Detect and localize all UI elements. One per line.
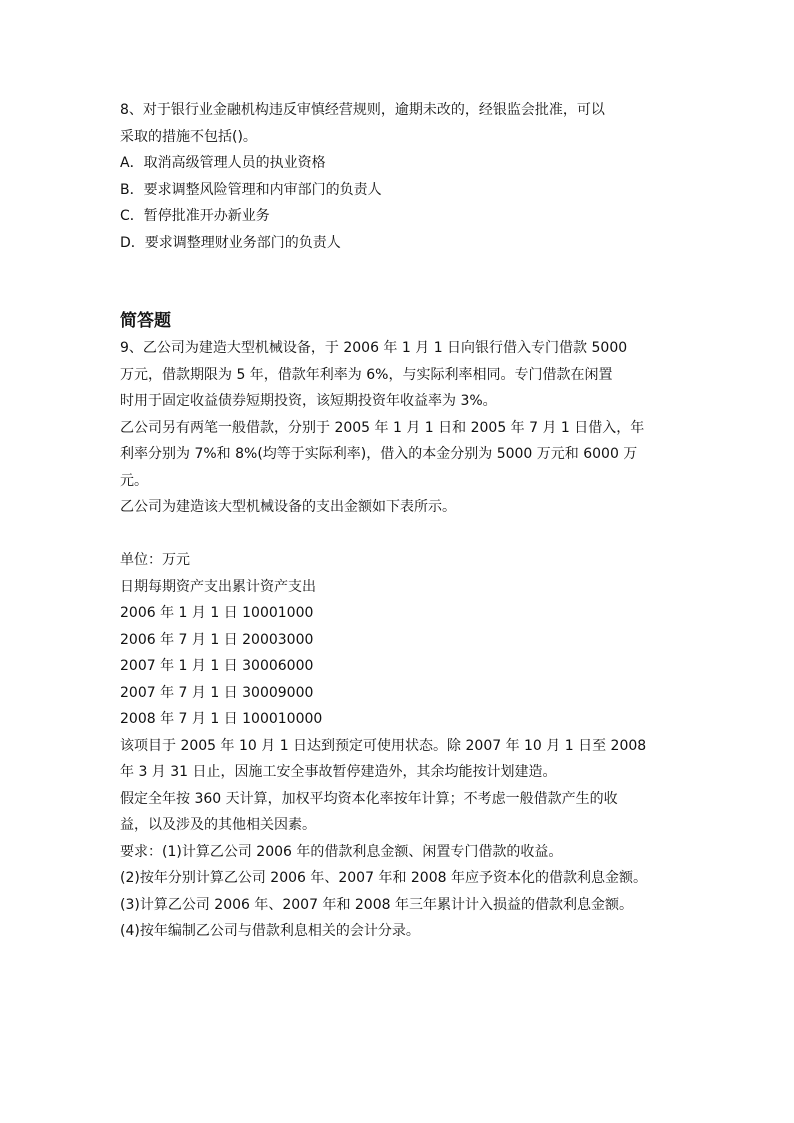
table-header: 日期每期资产支出累计资产支出 (120, 578, 316, 595)
requirement-line: (4)按年编制乙公司与借款利息相关的会计分录。 (120, 923, 420, 939)
section-heading: 简答题 (120, 311, 171, 331)
document-page (120, 97, 680, 945)
unit-label: 单位：万元 (120, 552, 190, 568)
option-c: C．暂停批准开办新业务 (120, 208, 270, 224)
table-row: 2007 年 1 月 1 日 30006000 (120, 658, 314, 674)
table-row: 2006 年 7 月 1 日 20003000 (120, 631, 314, 648)
paragraph-line: 益，以及涉及的其他相关因素。 (120, 817, 316, 833)
paragraph-line: 万元，借款期限为 5 年，借款年利率为 6%，与实际利率相同。专门借款在闲置 (120, 366, 613, 383)
spacer (120, 256, 680, 308)
paragraph-line: 年 3 月 31 日止，因施工安全事故暂停建造外，其余均能按计划建造。 (120, 764, 557, 780)
option-b: B．要求调整风险管理和内审部门的负责人 (120, 181, 382, 198)
requirement-line: (3)计算乙公司 2006 年、2007 年和 2008 年三年累计计入损益的借款利息金额。 (120, 896, 633, 913)
paragraph-line: 该项目于 2005 年 10 月 1 日达到预定可使用状态。除 2007 年 10 月 1 日至 2008 (120, 737, 647, 754)
question-9 (120, 335, 680, 945)
table-row: 2007 年 7 月 1 日 30009000 (120, 684, 314, 701)
paragraph-line: 时用于固定收益债券短期投资，该短期投资年收益率为 3%。 (120, 393, 497, 409)
question-8 (120, 97, 680, 256)
paragraph-line: 假定全年按 360 天计算，加权平均资本化率按年计算；不考虑一般借款产生的收 (120, 790, 618, 807)
requirement-line: (2)按年分别计算乙公司 2006 年、2007 年和 2008 年应予资本化的借款利息金额。 (120, 870, 647, 886)
question-8-stem-line: 8、对于银行业金融机构违反审慎经营规则，逾期未改的，经银监会批准，可以 (120, 102, 605, 118)
paragraph-line: 乙公司为建造该大型机械设备的支出金额如下表所示。 (120, 499, 456, 515)
spacer (120, 521, 680, 548)
paragraph-line: 9、乙公司为建造大型机械设备，于 2006 年 1 月 1 日向银行借入专门借款 5000 (120, 340, 628, 356)
table-row: 2006 年 1 月 1 日 10001000 (120, 605, 314, 621)
paragraph-line: 利率分别为 7%和 8%(均等于实际利率)，借入的本金分别为 5000 万元和 6000 万 (120, 446, 638, 462)
paragraph-line: 乙公司另有两笔一般借款，分别于 2005 年 1 月 1 日和 2005 年 7 月 1 日借入，年 (120, 419, 645, 436)
option-d: D．要求调整理财业务部门的负责人 (120, 234, 341, 251)
question-8-stem-line: 采取的措施不包括()。 (120, 128, 257, 145)
option-a: A．取消高级管理人员的执业资格 (120, 155, 326, 171)
requirement-line: 要求：(1)计算乙公司 2006 年的借款利息金额、闲置专门借款的收益。 (120, 843, 563, 860)
table-row: 2008 年 7 月 1 日 100010000 (120, 711, 323, 727)
paragraph-line: 元。 (120, 472, 148, 489)
